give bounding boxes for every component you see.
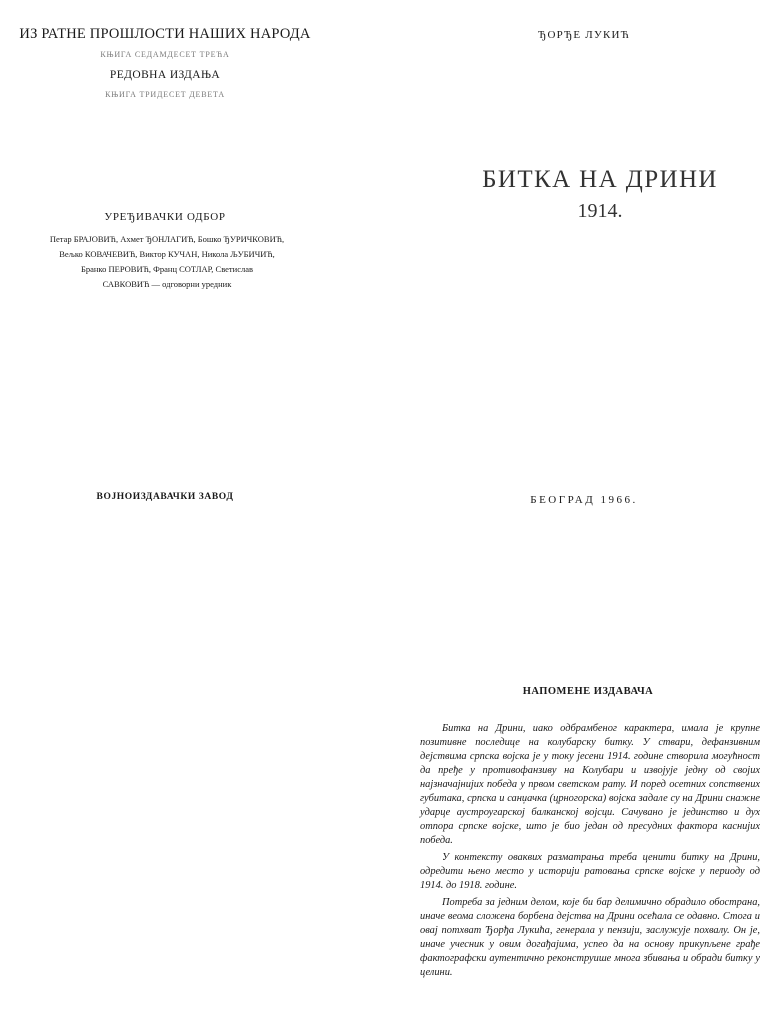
editorial-board-members [4,232,330,292]
notes-paragraph: Потреба за једним делом, које би бар делимично обрадило обострана, иначе веома сложена борбена дејства на Дрини осећала се одавно. Стога и овај потхват Ђорђа Лукића, генерала у пензији, заслужује похвалу. Он је, иначе учесник у овим догађајима, успео да на основу прикупљене грађе фактографски аутентично реконструише многа збивања и обради битку у целини. [420,897,760,978]
series-book-number: КЊИГА СЕДАМДЕСЕТ ТРЕЋА [100,50,230,59]
board-line: САВКОВИЋ — одговорни уредник [102,279,232,289]
editorial-board-heading: УРЕЂИВАЧКИ ОДБОР [104,211,226,223]
right-page [400,0,768,1024]
board-line: Вељко КОВАЧЕВИЋ, Виктор КУЧАН, Никола ЉУБИЧИЋ, [59,249,275,259]
regular-editions: РЕДОВНА ИЗДАЊА [109,69,221,81]
notes-paragraph: Битка на Дрини, иако одбрамбеног карактера, имала је крупне позитивне последице на колубарску битку. У ствари, дефанзивним дејствима српска војска је у току јесени 1914. године створила могућност да пређе у противофанзиву на Колубари и извојује једну од својих најзначајнијих победа у првом светском рату. И поред осетних сопствених губитака, српска и санџачка (црногорска) војска задале су на Дрини снажне ударце аустроугарској балканској војсци. Сачувано је јединство и дух отпора српске војске, што је био један од пресудних фактора каснијих победа. [420,723,760,846]
board-line: Петар БРАЈОВИЋ, Ахмет ЂОНЛАГИЋ, Бошко ЂУРИЧКОВИЋ, [49,234,285,244]
notes-paragraph: У контексту оваквих разматрања треба ценити битку на Дрини, одредити њено место у историји ратовања српске војске у периоду од 1914. до 1918. године. [420,852,760,891]
book-title: БИТКА НА ДРИНИ [482,166,718,193]
author-name: ЂОРЂЕ ЛУКИЋ [538,29,630,41]
book-year: 1914. [577,200,623,222]
place-and-year: БЕОГРАД 1966. [530,494,638,506]
board-line: Бранко ПЕРОВИЋ, Франц СОТЛАР, Светислав [80,264,253,274]
publisher-name: ВОЈНОИЗДАВАЧКИ ЗАВОД [96,492,234,502]
regular-book-number: КЊИГА ТРИДЕСЕТ ДЕВЕТА [105,90,225,99]
left-page [0,0,330,1024]
publisher-notes-body [420,722,760,983]
series-title: ИЗ РАТНЕ ПРОШЛОСТИ НАШИХ НАРОДА [19,26,311,42]
publisher-notes-heading: НАПОМЕНЕ ИЗДАВАЧА [522,686,654,697]
